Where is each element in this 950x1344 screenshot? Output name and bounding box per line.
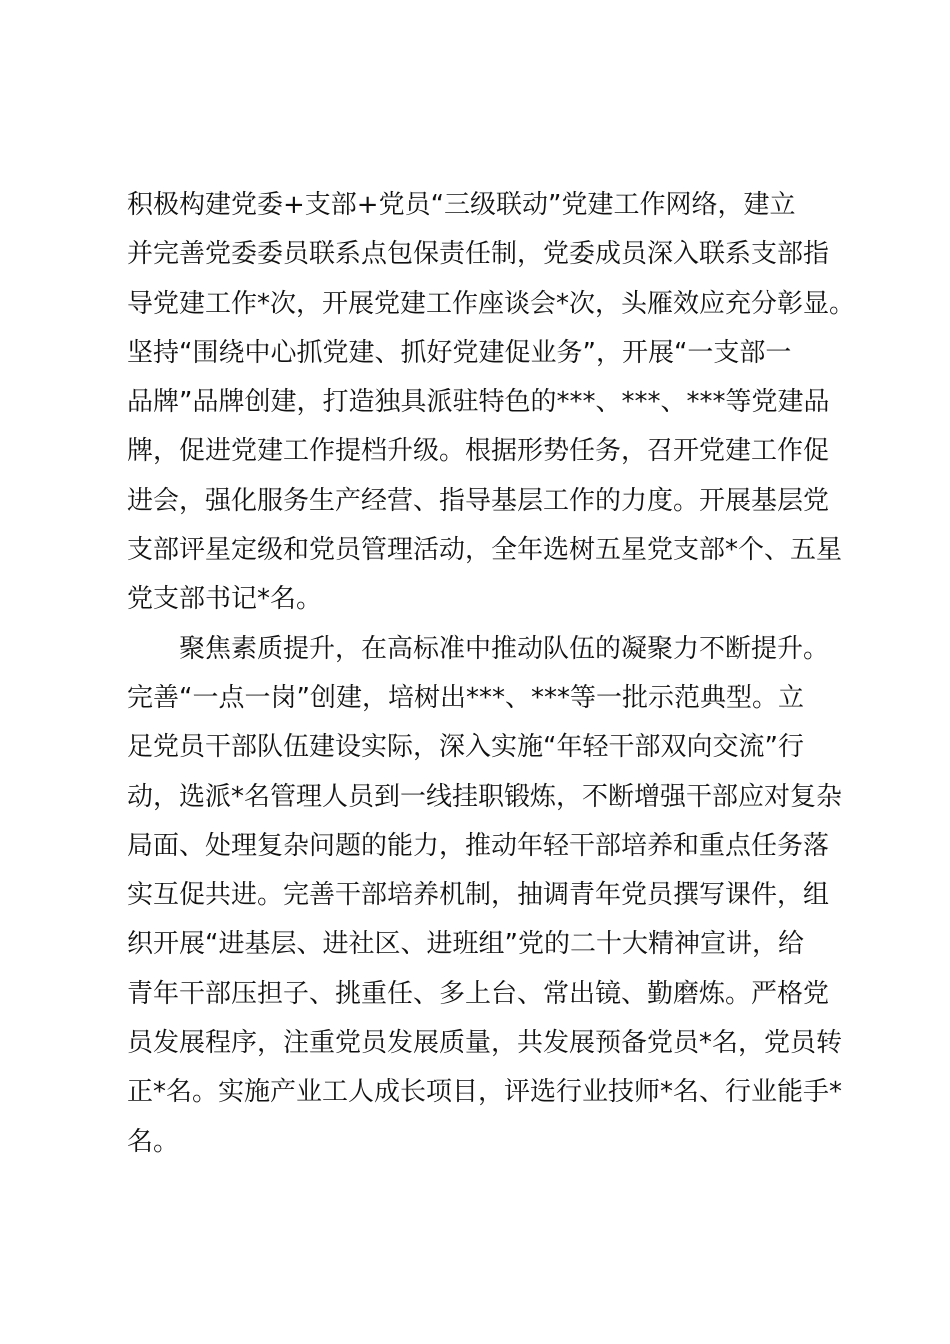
- text-line: 织开展“进基层、进社区、进班组”党的二十大精神宣讲，给: [127, 929, 804, 960]
- text-line: 导党建工作*次，开展党建工作座谈会*次，头雁效应充分彰显。: [127, 288, 856, 319]
- text-line: 青年干部压担子、挑重任、多上台、常出镜、勤磨炼。严格党: [127, 978, 830, 1009]
- text-line: 正*名。实施产业工人成长项目，评选行业技师*名、行业能手*: [127, 1077, 843, 1108]
- text-line: 实互促共进。完善干部培养机制，抽调青年党员撰写课件，组: [127, 880, 830, 911]
- text-line: 并完善党委委员联系点包保责任制，党委成员深入联系支部指: [127, 239, 830, 270]
- text-line: 进会，强化服务生产经营、指导基层工作的力度。开展基层党: [127, 485, 830, 516]
- text-line: 名。: [127, 1126, 180, 1157]
- text-line: 牌，促进党建工作提档升级。根据形势任务，召开党建工作促: [127, 436, 830, 467]
- text-line: 员发展程序，注重党员发展质量，共发展预备党员*名，党员转: [127, 1028, 843, 1059]
- text-line: 坚持“围绕中心抓党建、抓好党建促业务”，开展“一支部一: [127, 337, 792, 368]
- text-line: 支部评星定级和党员管理活动，全年选树五星党支部*个、五星: [127, 535, 843, 566]
- text-line: 党支部书记*名。: [127, 584, 323, 615]
- text-line: 积极构建党委+支部+党员“三级联动”党建工作网络，建立: [127, 190, 796, 220]
- paragraph-heading-line: 聚焦素质提升，在高标准中推动队伍的凝聚力不断提升。: [179, 633, 830, 664]
- text-line: 局面、处理复杂问题的能力，推动年轻干部培养和重点任务落: [127, 830, 830, 861]
- text-line: 完善“一点一岗”创建，培树出***、***等一批示范典型。立: [127, 682, 804, 713]
- body-text: [127, 181, 856, 1167]
- text-line: 品牌”品牌创建，打造独具派驻特色的***、***、***等党建品: [127, 387, 830, 418]
- text-line: 足党员干部队伍建设实际，深入实施“年轻干部双向交流”行: [127, 732, 804, 763]
- text-line: 动，选派*名管理人员到一线挂职锻炼，不断增强干部应对复杂: [127, 781, 843, 812]
